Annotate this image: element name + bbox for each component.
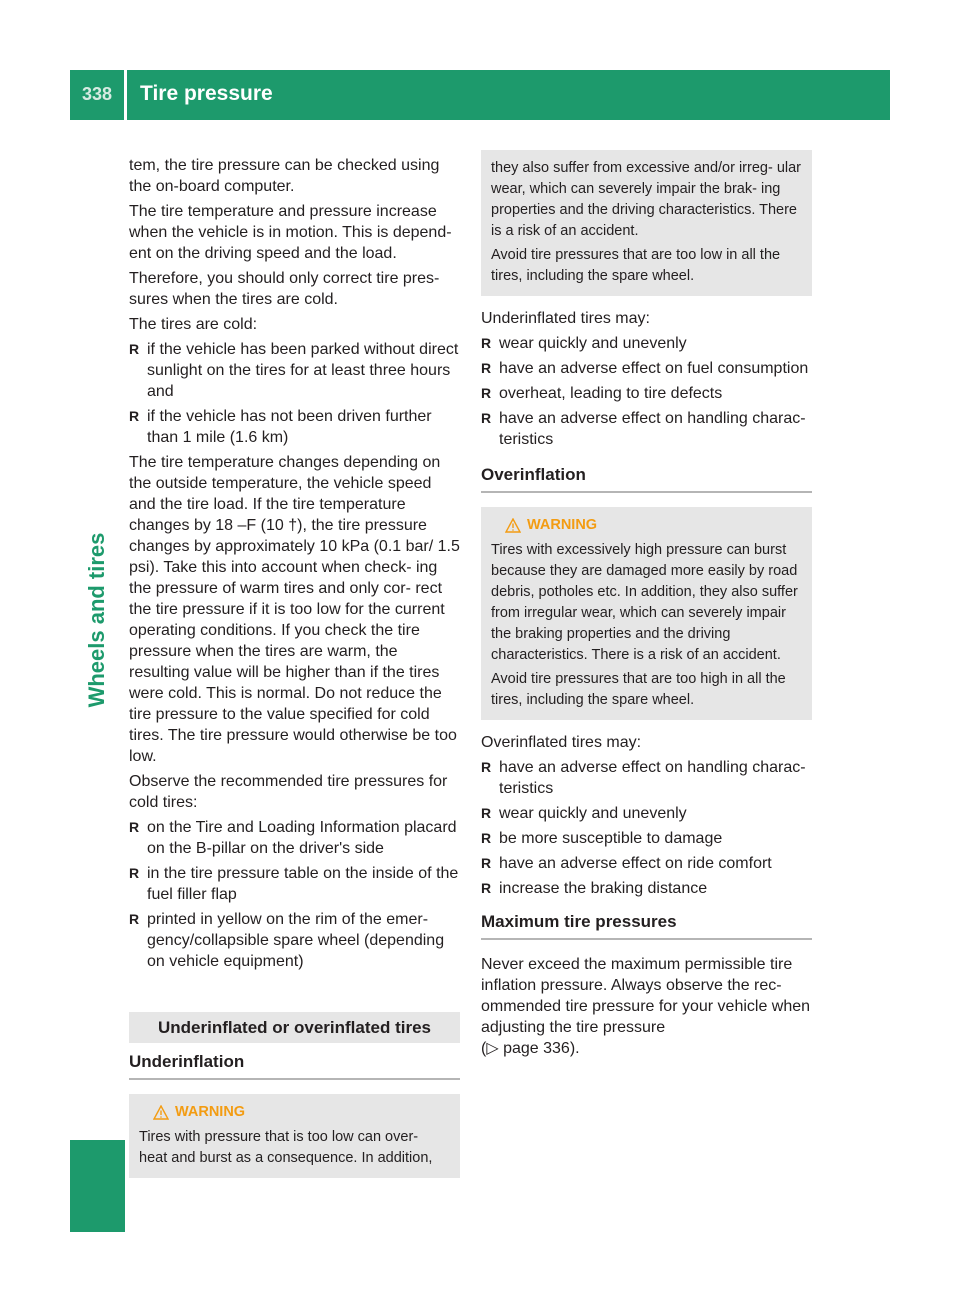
- header-separator: [124, 70, 127, 120]
- warning-text: Tires with pressure that is too low can over- heat and burst as a consequence. In addition,: [139, 1129, 433, 1166]
- warning-label: WARNING: [175, 1104, 246, 1120]
- paragraph: Therefore, you should only correct tire pres- sures when the tires are cold.: [129, 270, 440, 308]
- warning-triangle-icon: [153, 1105, 169, 1120]
- warning-triangle-icon: [505, 518, 521, 533]
- list-item: R increase the braking distance: [481, 878, 812, 899]
- warning-text: Tires with excessively high pressure can burst because they are damaged more easily by road debris, potholes etc. In addition, they also suffer from irregular wear, which can severely impair the braking properties and the driving characteristics. There is a risk of an accident.: [491, 542, 798, 663]
- left-column: [129, 155, 460, 1190]
- warning-box: [481, 507, 812, 720]
- warning-text: they also suffer from excessive and/or irreg- ular wear, which can severely impair the brak- ing properties and the driving characteristics. There is a risk of an accident.: [491, 160, 802, 239]
- warning-header: [139, 1102, 450, 1123]
- warning-box-continued: [481, 150, 812, 296]
- right-column: [481, 155, 812, 1063]
- list-item: R have an adverse effect on handling charac- teristics: [481, 757, 812, 799]
- list-item: R be more susceptible to damage: [481, 828, 812, 849]
- page-reference-link[interactable]: (▷ page 336).: [481, 1040, 580, 1057]
- warning-text: Avoid tire pressures that are too high in all the tires, including the spare wheel.: [491, 671, 786, 708]
- list-item: R have an adverse effect on fuel consumption: [481, 358, 812, 379]
- list-item: R printed in yellow on the rim of the emer- gency/collapsible spare wheel (depending on vehicle equipment): [129, 909, 460, 972]
- paragraph: Underinflated tires may:: [481, 310, 650, 327]
- overinflation-effects-list: [481, 757, 812, 899]
- paragraph: Observe the recommended tire pressures for cold tires:: [129, 773, 448, 811]
- list-item: R if the vehicle has not been driven further than 1 mile (1.6 km): [129, 406, 460, 448]
- section-heading: Underinflated or overinflated tires: [129, 1012, 460, 1043]
- list-item: R if the vehicle has been parked without direct sunlight on the tires for at least three hours and: [129, 339, 460, 402]
- list-item: R on the Tire and Loading Information placard on the B-pillar on the driver's side: [129, 817, 460, 859]
- side-tab-label: Wheels and tires: [84, 532, 109, 708]
- underinflation-effects-list: [481, 333, 812, 450]
- list-item: R have an adverse effect on ride comfort: [481, 853, 812, 874]
- paragraph: The tires are cold:: [129, 316, 258, 333]
- list-item: R in the tire pressure table on the inside of the fuel filler flap: [129, 863, 460, 905]
- max-pressure-text: Never exceed the maximum permissible tire inflation pressure. Always observe the rec- ommended tire pressure for your vehicle when adjusting the tire pressure: [481, 956, 811, 1036]
- cold-conditions-list: [129, 339, 460, 448]
- warning-box: [129, 1094, 460, 1178]
- warning-label: WARNING: [527, 517, 598, 533]
- paragraph: Overinflated tires may:: [481, 734, 642, 751]
- subheading-overinflation: Overinflation: [481, 464, 812, 493]
- paragraph: The tire temperature changes depending on the outside temperature, the vehicle speed and the tire load. If the tire temperature changes by 18 ‒F (10 †), the tire pressure changes by approximately 10 kPa (0.1 bar/ 1.5 psi). Take this into account when check- ing the pressure of warm tires and only cor- rect the tire pressure if it is too low for the current operating conditions. If you check the tire pressure when the tires are warm, the resulting value will be higher than if the tires were cold. This is normal. Do not reduce the tire pressure to the value specified for cold tires. The tire pressure would otherwise be too low.: [129, 454, 460, 765]
- list-item: R overheat, leading to tire defects: [481, 383, 812, 404]
- list-item: R have an adverse effect on handling charac- teristics: [481, 408, 812, 450]
- warning-header: [491, 515, 802, 536]
- warning-text: Avoid tire pressures that are too low in all the tires, including the spare wheel.: [491, 247, 781, 284]
- list-item: R wear quickly and unevenly: [481, 803, 812, 824]
- page-number: 338: [81, 84, 113, 104]
- subheading-maximum-pressures: Maximum tire pressures: [481, 911, 812, 940]
- side-tab-block: [70, 1140, 125, 1232]
- list-item: R wear quickly and unevenly: [481, 333, 812, 354]
- paragraph: tem, the tire pressure can be checked using the on-board computer.: [129, 157, 440, 195]
- page-title: Tire pressure: [140, 82, 273, 105]
- paragraph: [481, 954, 812, 1059]
- paragraph: The tire temperature and pressure increase when the vehicle is in motion. This is depend- ent on the driving speed and the load.: [129, 203, 452, 262]
- subheading-underinflation: Underinflation: [129, 1051, 460, 1080]
- pressure-locations-list: [129, 817, 460, 972]
